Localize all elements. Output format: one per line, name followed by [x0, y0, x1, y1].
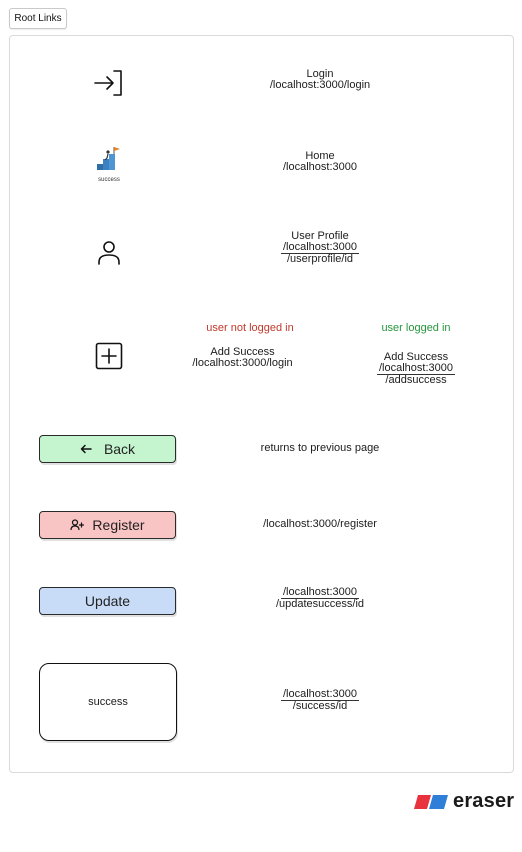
register-label: Register [92, 517, 145, 533]
add-logged-title: Add Success [383, 351, 449, 363]
login-title: Login [306, 68, 334, 80]
arrow-left-icon [80, 444, 92, 454]
root-links-tab[interactable]: Root Links [9, 8, 67, 29]
home-node [240, 151, 400, 173]
home-title: Home [305, 150, 335, 162]
logged-heading: user logged in [381, 322, 451, 334]
login-arrow-icon [93, 68, 125, 98]
success-path-2: /success/id [292, 700, 348, 712]
add-logged-path-2: /addsuccess [385, 374, 447, 386]
user-icon [97, 240, 121, 266]
register-desc: /localhost:3000/register [263, 518, 377, 530]
add-logged-path-1: /localhost:3000 [379, 362, 453, 374]
profile-node [240, 231, 400, 265]
success-path-1: /localhost:3000 [283, 688, 357, 700]
back-desc: returns to previous page [260, 442, 380, 454]
success-label: success [88, 696, 128, 708]
eraser-brand [413, 790, 514, 813]
user-plus-icon [70, 519, 84, 531]
home-path: /localhost:3000 [283, 161, 357, 173]
update-node [240, 587, 400, 610]
add-not-logged-node [170, 347, 315, 369]
profile-path-2: /userprofile/id [286, 253, 354, 265]
register-button[interactable] [39, 511, 176, 539]
success-box [39, 663, 177, 741]
plus-square-icon [95, 342, 123, 370]
login-path: /localhost:3000/login [269, 79, 371, 91]
update-button[interactable] [39, 587, 176, 615]
profile-path-1: /localhost:3000 [283, 241, 357, 253]
success-climber-icon [93, 146, 125, 183]
login-node [240, 69, 400, 91]
back-button[interactable] [39, 435, 176, 463]
profile-title: User Profile [291, 230, 349, 242]
add-not-logged-title: Add Success [210, 346, 275, 358]
success-icon-text: success [98, 177, 120, 183]
not-logged-heading: user not logged in [206, 322, 294, 334]
update-path-1: /localhost:3000 [283, 586, 357, 598]
back-label: Back [103, 441, 136, 457]
eraser-logo-icon [413, 794, 449, 810]
add-logged-node [346, 352, 486, 386]
add-not-logged-path: /localhost:3000/login [192, 357, 293, 369]
success-node [240, 689, 400, 712]
update-path-2: /updatesuccess/id [275, 598, 365, 610]
update-label: Update [84, 593, 131, 609]
brand-name: eraser [453, 790, 515, 812]
